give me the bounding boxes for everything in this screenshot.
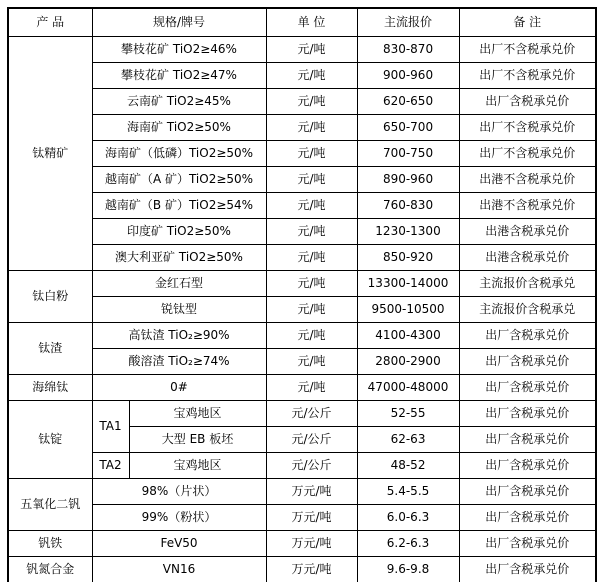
unit-cell: 万元/吨 [266,505,357,531]
spec-cell: 99%（粉状） [92,505,266,531]
price-cell: 1230-1300 [357,219,459,245]
table-row [8,63,596,89]
unit-cell: 元/吨 [266,349,357,375]
unit-cell: 元/吨 [266,63,357,89]
product-cell: 海绵钛 [8,375,92,401]
product-cell: 钛渣 [8,323,92,375]
unit-cell: 元/吨 [266,375,357,401]
note-cell: 出厂不含税承兑价 [459,141,596,167]
price-cell: 13300-14000 [357,271,459,297]
price-cell: 5.4-5.5 [357,479,459,505]
unit-cell: 元/公斤 [266,453,357,479]
note-cell: 出厂含税承兑价 [459,375,596,401]
spec-cell: 印度矿 TiO2≥50% [92,219,266,245]
note-cell: 出港不含税承兑价 [459,193,596,219]
header-row [8,8,596,37]
header-price: 主流报价 [357,8,459,37]
table-row [8,89,596,115]
price-cell: 890-960 [357,167,459,193]
unit-cell: 万元/吨 [266,479,357,505]
price-cell: 4100-4300 [357,323,459,349]
table-row [8,479,596,505]
grade-cell: TA2 [92,453,129,479]
price-cell: 650-700 [357,115,459,141]
spec-cell: 攀枝花矿 TiO2≥46% [92,37,266,63]
price-cell: 47000-48000 [357,375,459,401]
note-cell: 出厂不含税承兑价 [459,63,596,89]
note-cell: 主流报价含税承兑 [459,271,596,297]
note-cell: 主流报价含税承兑 [459,297,596,323]
table-row [8,401,596,427]
table-row [8,349,596,375]
spec-cell: 大型 EB 板坯 [129,427,266,453]
note-cell: 出厂含税承兑价 [459,349,596,375]
price-cell: 62-63 [357,427,459,453]
price-table [7,7,597,582]
unit-cell: 元/吨 [266,89,357,115]
note-cell: 出厂含税承兑价 [459,323,596,349]
table-row [8,375,596,401]
product-cell: 钛白粉 [8,271,92,323]
price-cell: 9.6-9.8 [357,557,459,582]
table-row [8,219,596,245]
spec-cell: 宝鸡地区 [129,453,266,479]
spec-cell: 海南矿 TiO2≥50% [92,115,266,141]
price-cell: 6.0-6.3 [357,505,459,531]
table-row [8,115,596,141]
spec-cell: 高钛渣 TiO₂≥90% [92,323,266,349]
note-cell: 出厂含税承兑价 [459,557,596,582]
unit-cell: 元/吨 [266,141,357,167]
note-cell: 出港不含税承兑价 [459,167,596,193]
unit-cell: 元/吨 [266,297,357,323]
grade-cell: TA1 [92,401,129,453]
unit-cell: 元/吨 [266,193,357,219]
spec-cell: VN16 [92,557,266,582]
price-cell: 700-750 [357,141,459,167]
unit-cell: 元/吨 [266,115,357,141]
unit-cell: 元/吨 [266,37,357,63]
table-row [8,323,596,349]
table-row [8,297,596,323]
header-note: 备 注 [459,8,596,37]
unit-cell: 元/吨 [266,323,357,349]
spec-cell: 98%（片状） [92,479,266,505]
unit-cell: 元/吨 [266,271,357,297]
table-row [8,141,596,167]
spec-cell: FeV50 [92,531,266,557]
spec-cell: 攀枝花矿 TiO2≥47% [92,63,266,89]
unit-cell: 万元/吨 [266,531,357,557]
table-row [8,167,596,193]
note-cell: 出厂含税承兑价 [459,453,596,479]
price-cell: 48-52 [357,453,459,479]
price-cell: 830-870 [357,37,459,63]
price-cell: 900-960 [357,63,459,89]
note-cell: 出港含税承兑价 [459,219,596,245]
note-cell: 出厂含税承兑价 [459,479,596,505]
price-cell: 9500-10500 [357,297,459,323]
note-cell: 出厂含税承兑价 [459,427,596,453]
spec-cell: 宝鸡地区 [129,401,266,427]
product-cell: 钛精矿 [8,37,92,271]
note-cell: 出厂含税承兑价 [459,89,596,115]
price-cell: 6.2-6.3 [357,531,459,557]
spec-cell: 澳大利亚矿 TiO2≥50% [92,245,266,271]
spec-cell: 锐钛型 [92,297,266,323]
table-row [8,557,596,582]
product-cell: 钛锭 [8,401,92,479]
table-row [8,505,596,531]
price-cell: 760-830 [357,193,459,219]
spec-cell: 越南矿（B 矿）TiO2≥54% [92,193,266,219]
table-row [8,193,596,219]
note-cell: 出厂含税承兑价 [459,401,596,427]
note-cell: 出厂含税承兑价 [459,505,596,531]
table-row [8,37,596,63]
product-cell: 钒铁 [8,531,92,557]
table-row [8,271,596,297]
price-cell: 620-650 [357,89,459,115]
price-cell: 2800-2900 [357,349,459,375]
unit-cell: 元/吨 [266,245,357,271]
table-row [8,531,596,557]
spec-cell: 金红石型 [92,271,266,297]
note-cell: 出厂不含税承兑价 [459,115,596,141]
unit-cell: 元/公斤 [266,401,357,427]
spec-cell: 云南矿 TiO2≥45% [92,89,266,115]
unit-cell: 元/吨 [266,219,357,245]
product-cell: 钒氮合金 [8,557,92,582]
price-cell: 850-920 [357,245,459,271]
spec-cell: 0# [92,375,266,401]
note-cell: 出厂含税承兑价 [459,531,596,557]
note-cell: 出厂不含税承兑价 [459,37,596,63]
product-cell: 五氧化二钒 [8,479,92,531]
header-unit: 单 位 [266,8,357,37]
price-cell: 52-55 [357,401,459,427]
unit-cell: 万元/吨 [266,557,357,582]
spec-cell: 海南矿（低磷）TiO2≥50% [92,141,266,167]
unit-cell: 元/公斤 [266,427,357,453]
spec-cell: 越南矿（A 矿）TiO2≥50% [92,167,266,193]
header-product: 产 品 [8,8,92,37]
unit-cell: 元/吨 [266,167,357,193]
spec-cell: 酸溶渣 TiO₂≥74% [92,349,266,375]
header-spec: 规格/牌号 [92,8,266,37]
note-cell: 出港含税承兑价 [459,245,596,271]
table-row [8,453,596,479]
table-row [8,245,596,271]
